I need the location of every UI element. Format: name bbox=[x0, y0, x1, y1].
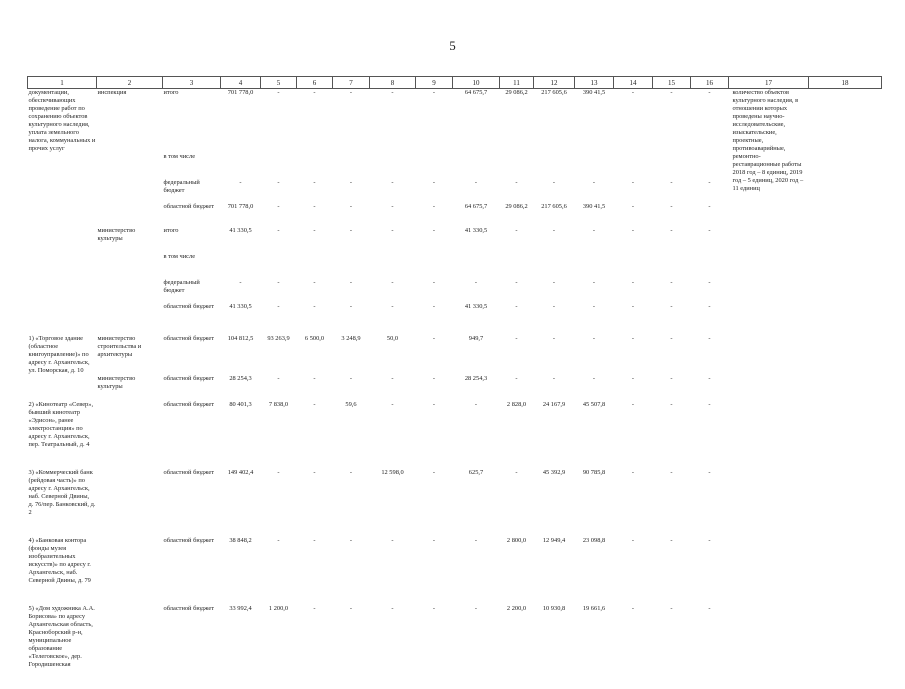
value-cell: 1 200,0 bbox=[268, 605, 289, 612]
value-cell bbox=[653, 153, 691, 179]
value-cell: 64 675,7 bbox=[464, 203, 488, 210]
value-cell: 10 930,8 bbox=[542, 605, 566, 612]
object-name-cell bbox=[28, 227, 97, 253]
value-cell: 6 500,0 bbox=[304, 335, 325, 342]
value-cell: - bbox=[515, 335, 518, 342]
value-cell: - bbox=[313, 605, 316, 612]
value-cell bbox=[221, 153, 261, 179]
value-cell: 104 812,5 bbox=[227, 335, 254, 342]
value-cell: - bbox=[313, 179, 316, 186]
value-cell: - bbox=[670, 203, 673, 210]
value-cell: 390 41,5 bbox=[582, 203, 606, 210]
value-cell: - bbox=[349, 227, 353, 234]
value-cell: 701 778,0 bbox=[227, 203, 254, 210]
value-cell: - bbox=[391, 375, 394, 382]
empty-cell bbox=[809, 89, 882, 154]
value-cell: 23 098,8 bbox=[582, 537, 606, 544]
value-cell: 2 800,0 bbox=[506, 537, 527, 544]
value-cell: 2 828,0 bbox=[506, 401, 527, 408]
object-name-cell bbox=[28, 153, 97, 179]
value-cell: - bbox=[432, 303, 436, 310]
value-cell: - bbox=[515, 303, 518, 310]
value-cell: - bbox=[592, 227, 596, 234]
value-cell: 45 507,8 bbox=[582, 401, 606, 408]
header-cell: 10 bbox=[453, 77, 500, 89]
funding-source-cell: в том числе bbox=[163, 153, 196, 160]
value-cell: 41 330,5 bbox=[229, 227, 252, 234]
value-cell: - bbox=[515, 179, 518, 186]
value-cell bbox=[370, 153, 416, 179]
executor-cell bbox=[97, 203, 163, 227]
target-indicator-cell bbox=[729, 335, 809, 375]
value-cell: 90 785,8 bbox=[582, 469, 606, 476]
value-cell: - bbox=[432, 375, 436, 382]
value-cell: - bbox=[552, 375, 556, 382]
value-cell: 45 392,9 bbox=[542, 469, 566, 476]
value-cell: - bbox=[670, 227, 673, 234]
header-cell: 2 bbox=[97, 77, 163, 89]
value-cell: 12 598,0 bbox=[381, 469, 404, 476]
value-cell: - bbox=[277, 203, 280, 210]
empty-cell bbox=[809, 203, 882, 227]
value-cell bbox=[297, 153, 333, 179]
funding-source-cell: областной бюджет bbox=[163, 401, 214, 408]
value-cell: - bbox=[552, 279, 556, 286]
object-name-cell: 1) «Торговое здание (областное книгоуправление)» по адресу г. Архангельск, ул. Поморская, д. 10 bbox=[28, 335, 90, 374]
table-row bbox=[28, 605, 882, 689]
table-row bbox=[28, 401, 882, 469]
value-cell: - bbox=[631, 469, 635, 476]
header-cell: 7 bbox=[333, 77, 370, 89]
value-cell bbox=[453, 253, 500, 279]
value-cell: 29 086,2 bbox=[505, 203, 528, 210]
value-cell: - bbox=[670, 605, 673, 612]
executor-cell: министерство культуры bbox=[97, 227, 136, 242]
value-cell bbox=[333, 253, 370, 279]
value-cell: - bbox=[592, 335, 596, 342]
value-cell bbox=[297, 253, 333, 279]
value-cell bbox=[416, 253, 453, 279]
value-cell: - bbox=[552, 303, 556, 310]
budget-table bbox=[27, 76, 882, 689]
executor-cell: министерство строительства и архитектуры bbox=[97, 335, 142, 358]
value-cell: - bbox=[631, 179, 635, 186]
empty-cell bbox=[809, 375, 882, 401]
value-cell: - bbox=[631, 227, 635, 234]
target-indicator-cell bbox=[729, 537, 809, 605]
value-cell: - bbox=[474, 537, 478, 544]
funding-source-cell: итого bbox=[163, 227, 179, 234]
value-cell: - bbox=[349, 303, 353, 310]
value-cell: - bbox=[592, 179, 596, 186]
value-cell: - bbox=[349, 89, 353, 96]
value-cell: 12 949,4 bbox=[542, 537, 566, 544]
empty-cell bbox=[809, 303, 882, 335]
value-cell: 28 254,3 bbox=[229, 375, 252, 382]
object-name-cell bbox=[28, 279, 97, 303]
value-cell: - bbox=[552, 227, 556, 234]
value-cell: - bbox=[552, 179, 556, 186]
header-cell: 17 bbox=[729, 77, 809, 89]
value-cell: 93 263,9 bbox=[267, 335, 290, 342]
funding-source-cell: областной бюджет bbox=[163, 203, 214, 210]
object-name-cell: 2) «Кинотеатр «Север», бывший кинотеатр «Эдисон», ранее электростанция» по адресу г. Архангельск, пер. Театральный, д. 4 bbox=[28, 401, 94, 448]
value-cell: - bbox=[670, 537, 673, 544]
value-cell: 7 838,0 bbox=[268, 401, 289, 408]
value-cell: - bbox=[592, 279, 596, 286]
value-cell: - bbox=[515, 227, 518, 234]
funding-source-cell: федеральный бюджет bbox=[163, 179, 200, 194]
value-cell: - bbox=[349, 605, 353, 612]
value-cell bbox=[534, 153, 575, 179]
value-cell: - bbox=[313, 303, 316, 310]
value-cell: - bbox=[708, 605, 711, 612]
value-cell: - bbox=[391, 227, 394, 234]
value-cell: - bbox=[277, 303, 280, 310]
value-cell: - bbox=[277, 179, 280, 186]
value-cell: - bbox=[708, 469, 711, 476]
value-cell: - bbox=[391, 605, 394, 612]
value-cell bbox=[261, 253, 297, 279]
value-cell: 701 778,0 bbox=[227, 89, 254, 96]
value-cell: - bbox=[515, 375, 518, 382]
value-cell: 41 330,5 bbox=[464, 227, 488, 234]
target-indicator-cell bbox=[729, 605, 809, 689]
value-cell: - bbox=[631, 203, 635, 210]
value-cell: - bbox=[708, 303, 711, 310]
value-cell: - bbox=[349, 469, 353, 476]
value-cell: - bbox=[670, 179, 673, 186]
value-cell: - bbox=[592, 375, 596, 382]
header-cell: 1 bbox=[28, 77, 97, 89]
value-cell: - bbox=[432, 179, 436, 186]
value-cell: - bbox=[631, 303, 635, 310]
value-cell: - bbox=[474, 605, 478, 612]
value-cell: - bbox=[631, 401, 635, 408]
header-cell: 16 bbox=[691, 77, 729, 89]
value-cell: 625,7 bbox=[468, 469, 484, 476]
value-cell: 41 330,5 bbox=[229, 303, 252, 310]
value-cell: - bbox=[349, 537, 353, 544]
funding-source-cell: федеральный бюджет bbox=[163, 279, 200, 294]
value-cell: - bbox=[313, 203, 316, 210]
funding-source-cell: областной бюджет bbox=[163, 335, 214, 342]
value-cell: - bbox=[432, 89, 436, 96]
value-cell: - bbox=[474, 179, 478, 186]
value-cell: - bbox=[432, 203, 436, 210]
object-name-cell bbox=[28, 375, 97, 401]
value-cell: - bbox=[391, 203, 394, 210]
value-cell: - bbox=[474, 401, 478, 408]
value-cell: - bbox=[391, 401, 394, 408]
executor-cell bbox=[97, 279, 163, 303]
value-cell: - bbox=[474, 279, 478, 286]
table-header-row bbox=[28, 77, 882, 89]
value-cell bbox=[691, 153, 729, 179]
value-cell: - bbox=[708, 227, 711, 234]
value-cell: - bbox=[670, 303, 673, 310]
value-cell bbox=[221, 253, 261, 279]
value-cell: - bbox=[391, 179, 394, 186]
target-indicator-cell bbox=[729, 375, 809, 401]
value-cell: - bbox=[631, 605, 635, 612]
value-cell: - bbox=[432, 469, 436, 476]
value-cell: - bbox=[432, 401, 436, 408]
value-cell: - bbox=[349, 279, 353, 286]
target-indicator-cell bbox=[729, 401, 809, 469]
value-cell: - bbox=[277, 469, 280, 476]
value-cell: - bbox=[432, 537, 436, 544]
value-cell: 2 200,0 bbox=[506, 605, 527, 612]
value-cell: - bbox=[708, 537, 711, 544]
empty-cell bbox=[809, 469, 882, 537]
object-name-cell bbox=[28, 253, 97, 279]
value-cell: - bbox=[313, 537, 316, 544]
value-cell bbox=[500, 253, 534, 279]
empty-cell bbox=[809, 537, 882, 605]
value-cell: - bbox=[277, 375, 280, 382]
value-cell bbox=[691, 253, 729, 279]
executor-cell bbox=[97, 303, 163, 335]
value-cell: - bbox=[313, 401, 316, 408]
value-cell: 217 605,6 bbox=[541, 203, 567, 210]
value-cell: - bbox=[239, 279, 242, 286]
value-cell: 217 605,6 bbox=[541, 89, 567, 96]
value-cell: - bbox=[349, 179, 353, 186]
empty-cell bbox=[809, 605, 882, 689]
empty-cell bbox=[809, 227, 882, 253]
executor-cell bbox=[97, 179, 163, 203]
value-cell: - bbox=[670, 375, 673, 382]
value-cell: - bbox=[349, 375, 353, 382]
value-cell: 59,6 bbox=[345, 401, 357, 408]
value-cell: - bbox=[592, 303, 596, 310]
value-cell: 38 848,2 bbox=[229, 537, 252, 544]
value-cell: - bbox=[670, 279, 673, 286]
header-cell: 9 bbox=[416, 77, 453, 89]
value-cell: - bbox=[708, 279, 711, 286]
value-cell: 949,7 bbox=[468, 335, 484, 342]
table-row bbox=[28, 335, 882, 375]
value-cell: - bbox=[277, 279, 280, 286]
object-name-cell: 4) «Банковая контора (фонды музея изобразительных искусств)» по адресу г. Архангельск, наб. Северной Двины, д. 79 bbox=[28, 537, 91, 584]
header-cell: 18 bbox=[809, 77, 882, 89]
value-cell: - bbox=[708, 375, 711, 382]
funding-source-cell: областной бюджет bbox=[163, 469, 214, 476]
value-cell: - bbox=[670, 469, 673, 476]
header-cell: 14 bbox=[614, 77, 653, 89]
header-cell: 4 bbox=[221, 77, 261, 89]
value-cell: - bbox=[277, 89, 280, 96]
value-cell bbox=[416, 153, 453, 179]
value-cell: - bbox=[670, 401, 673, 408]
value-cell: - bbox=[391, 537, 394, 544]
object-name-cell: документации, обеспечивающих проведение работ по сохранению объектов культурного наследия, уплата земельного налога, коммунальных и прочих услуг bbox=[28, 89, 96, 152]
table-row bbox=[28, 469, 882, 537]
value-cell bbox=[575, 153, 614, 179]
executor-cell bbox=[97, 253, 163, 279]
value-cell: - bbox=[670, 89, 673, 96]
value-cell: - bbox=[631, 279, 635, 286]
target-indicator-cell: количество объектов культурного наследия, в отношении которых проведены научно-исследовательские, изыскательские, проектные, противоаварийные, ремонтно-реставрационные работы 2018 год – 8 единиц, 2019 год – 5 единиц, 2020 год – 11 единиц bbox=[732, 89, 804, 192]
value-cell: 64 675,7 bbox=[464, 89, 488, 96]
value-cell: 24 167,9 bbox=[542, 401, 566, 408]
value-cell: - bbox=[313, 89, 316, 96]
value-cell: 80 401,3 bbox=[229, 401, 252, 408]
value-cell: 41 330,5 bbox=[464, 303, 488, 310]
value-cell: - bbox=[708, 335, 711, 342]
funding-source-cell: областной бюджет bbox=[163, 605, 214, 612]
value-cell: - bbox=[277, 227, 280, 234]
value-cell: - bbox=[239, 179, 242, 186]
value-cell: - bbox=[708, 401, 711, 408]
target-indicator-cell bbox=[729, 469, 809, 537]
value-cell: 50,0 bbox=[386, 335, 399, 342]
funding-source-cell: областной бюджет bbox=[163, 375, 214, 382]
value-cell: - bbox=[391, 279, 394, 286]
value-cell: - bbox=[631, 537, 635, 544]
executor-cell bbox=[97, 537, 163, 605]
value-cell bbox=[261, 153, 297, 179]
value-cell bbox=[534, 253, 575, 279]
object-name-cell: 3) «Коммерческий банк (рейдовая часть)» по адресу г. Архангельск, наб. Северной Двины, д. 76/пер. Банковский, д. 2 bbox=[28, 469, 96, 516]
value-cell: 149 402,4 bbox=[227, 469, 254, 476]
empty-cell bbox=[809, 179, 882, 203]
value-cell: - bbox=[708, 203, 711, 210]
empty-cell bbox=[809, 279, 882, 303]
table-row bbox=[28, 375, 882, 401]
funding-source-cell: областной бюджет bbox=[163, 537, 214, 544]
value-cell bbox=[653, 253, 691, 279]
funding-source-cell: областной бюджет bbox=[163, 303, 214, 310]
value-cell: - bbox=[277, 537, 280, 544]
value-cell: - bbox=[432, 605, 436, 612]
object-name-cell bbox=[28, 203, 97, 227]
funding-source-cell: в том числе bbox=[163, 253, 196, 260]
value-cell: - bbox=[313, 375, 316, 382]
value-cell: - bbox=[515, 279, 518, 286]
value-cell: 3 248,9 bbox=[341, 335, 361, 342]
executor-cell: инспекция bbox=[97, 89, 127, 96]
value-cell: 28 254,3 bbox=[464, 375, 488, 382]
value-cell bbox=[575, 253, 614, 279]
value-cell bbox=[453, 153, 500, 179]
value-cell: - bbox=[432, 335, 436, 342]
value-cell bbox=[614, 153, 653, 179]
value-cell: - bbox=[432, 227, 436, 234]
value-cell: 390 41,5 bbox=[582, 89, 606, 96]
executor-cell: министерство культуры bbox=[97, 375, 136, 390]
header-cell: 13 bbox=[575, 77, 614, 89]
value-cell: - bbox=[670, 335, 673, 342]
header-cell: 8 bbox=[370, 77, 416, 89]
executor-cell bbox=[97, 401, 163, 469]
object-name-cell bbox=[28, 179, 97, 203]
value-cell: 33 992,4 bbox=[229, 605, 252, 612]
value-cell: - bbox=[349, 203, 353, 210]
value-cell: - bbox=[313, 279, 316, 286]
object-name-cell: 5) «Дом художника А.А. Борисова» по адресу Архангельская область, Красноборский р-н, муниципальное образование «Телеговское», дер. Городишенская bbox=[28, 605, 95, 668]
value-cell: - bbox=[631, 335, 635, 342]
empty-cell bbox=[809, 335, 882, 375]
table-row bbox=[28, 537, 882, 605]
executor-cell bbox=[97, 153, 163, 179]
value-cell: - bbox=[432, 279, 436, 286]
executor-cell bbox=[97, 469, 163, 537]
empty-cell bbox=[809, 253, 882, 279]
value-cell: - bbox=[552, 335, 556, 342]
value-cell: 19 661,6 bbox=[582, 605, 606, 612]
header-cell: 12 bbox=[534, 77, 575, 89]
value-cell bbox=[500, 153, 534, 179]
value-cell: - bbox=[391, 89, 394, 96]
value-cell: 29 086,2 bbox=[505, 89, 528, 96]
value-cell: - bbox=[515, 469, 518, 476]
value-cell: - bbox=[391, 303, 394, 310]
value-cell: - bbox=[313, 469, 316, 476]
value-cell bbox=[614, 253, 653, 279]
header-cell: 5 bbox=[261, 77, 297, 89]
header-cell: 6 bbox=[297, 77, 333, 89]
value-cell: - bbox=[631, 375, 635, 382]
header-cell: 11 bbox=[500, 77, 534, 89]
header-cell: 15 bbox=[653, 77, 691, 89]
table-row bbox=[28, 89, 882, 154]
header-cell: 3 bbox=[163, 77, 221, 89]
empty-cell bbox=[809, 401, 882, 469]
value-cell: - bbox=[708, 89, 711, 96]
executor-cell bbox=[97, 605, 163, 689]
value-cell bbox=[333, 153, 370, 179]
value-cell: - bbox=[313, 227, 316, 234]
value-cell: - bbox=[631, 89, 635, 96]
page-number: 5 bbox=[449, 38, 456, 53]
object-name-cell bbox=[28, 303, 97, 335]
empty-cell bbox=[809, 153, 882, 179]
value-cell: - bbox=[708, 179, 711, 186]
value-cell bbox=[370, 253, 416, 279]
funding-source-cell: итого bbox=[163, 89, 179, 96]
